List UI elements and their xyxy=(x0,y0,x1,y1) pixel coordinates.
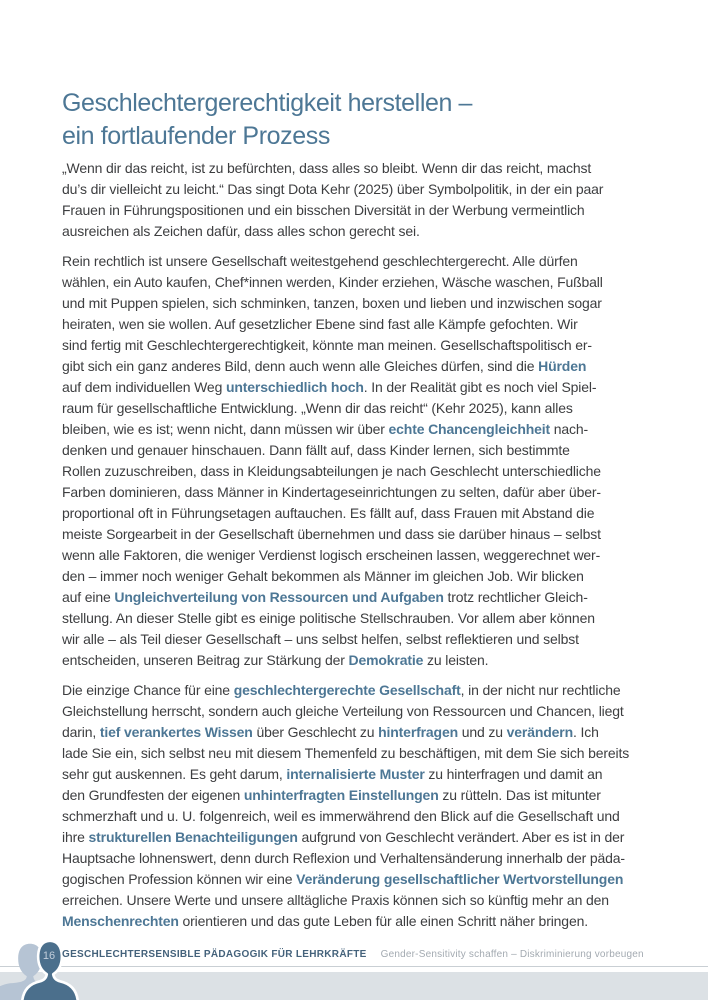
text-run: schmerzhaft und u. U. folgenreich, weil es immerwährend den Blick auf die Gesellschaft und xyxy=(62,808,620,824)
text-line xyxy=(62,314,662,335)
text-line xyxy=(62,398,662,419)
highlight-run: echte Chancengleichheit xyxy=(388,421,551,437)
text-line xyxy=(62,848,662,869)
text-run: zu hinterfragen und damit an xyxy=(424,766,603,782)
text-line xyxy=(62,461,662,482)
text-run: Rollen zuzuschreiben, dass in Kleidungsabteilungen je nach Geschlecht unterschiedliche xyxy=(62,463,601,479)
text-line xyxy=(62,566,662,587)
text-line xyxy=(62,701,662,722)
text-line xyxy=(62,440,662,461)
text-run: Gleichstellung herrscht, sondern auch gleiche Verteilung von Ressourcen und Chancen, liegt xyxy=(62,703,624,719)
footer-band xyxy=(0,972,708,1000)
text-run: Hauptsache lohnenswert, denn durch Reflexion und Verhaltensänderung innerhalb der päda- xyxy=(62,850,625,866)
text-run: Frauen in Führungspositionen und ein bisschen Diversität in der Werbung vermeintlich xyxy=(62,202,585,218)
text-run: Farben dominieren, dass Männer in Kindertageseinrichtungen zu selten, dafür aber über- xyxy=(62,484,601,500)
text-run: erreichen. Unsere Werte und unsere alltägliche Praxis können sich so künftig mehr an den xyxy=(62,892,609,908)
text-line xyxy=(62,743,662,764)
text-run: Die einzige Chance für eine xyxy=(62,682,234,698)
text-run: raum für gesellschaftliche Entwicklung. „Wenn dir das reicht“ (Kehr 2025), kann alles xyxy=(62,400,573,416)
text-line xyxy=(62,221,662,242)
highlight-run: Hürden xyxy=(538,358,587,374)
text-line xyxy=(62,806,662,827)
highlight-run: Menschenrechten xyxy=(62,913,179,929)
text-line xyxy=(62,158,662,179)
highlight-run: geschlechtergerechte Gesellschaft xyxy=(233,682,461,698)
paragraph xyxy=(62,251,662,671)
text-run: den Grundfesten der eigenen xyxy=(62,787,244,803)
text-run: den – immer noch weniger Gehalt bekommen als Männer im gleichen Job. Wir blicken xyxy=(62,568,584,584)
text-run: gibt sich ein ganz anderes Bild, denn auch wenn alle Gleiches dürfen, sind die xyxy=(62,358,539,374)
text-run: meiste Sorgearbeit in der Gesellschaft übernehmen und dass sie darüber hinaus – selbst xyxy=(62,526,601,542)
text-run: du’s dir vielleicht zu leicht.“ Das singt Dota Kehr (2025) über Symbolpolitik, in der ein paar xyxy=(62,181,604,197)
text-line xyxy=(62,764,662,785)
text-line xyxy=(62,722,662,743)
footer-divider xyxy=(0,966,708,967)
footer-series-title: GESCHLECHTERSENSIBLE PÄDAGOGIK FÜR LEHRKRÄFTE xyxy=(62,949,367,960)
paragraph xyxy=(62,158,662,242)
highlight-run: hinterfragen xyxy=(378,724,459,740)
paragraph xyxy=(62,680,662,932)
highlight-run: Demokratie xyxy=(348,652,424,668)
text-run: auf dem individuellen Weg xyxy=(62,379,226,395)
text-run: nach- xyxy=(550,421,589,437)
text-line xyxy=(62,293,662,314)
page-title-line-1: Geschlechtergerechtigkeit herstellen – xyxy=(62,88,473,117)
text-run: wenn alle Faktoren, die weniger Verdienst logisch erscheinen lassen, weggerechnet wer- xyxy=(62,547,601,563)
text-line xyxy=(62,650,662,671)
text-line xyxy=(62,785,662,806)
highlight-run: unhinterfragten Einstellungen xyxy=(243,787,439,803)
text-line xyxy=(62,524,662,545)
text-run: lade Sie ein, sich selbst neu mit diesem Themenfeld zu beschäftigen, mit dem Sie sich bereits xyxy=(62,745,630,761)
text-run: zu rütteln. Das ist mitunter xyxy=(438,787,601,803)
text-line xyxy=(62,680,662,701)
text-line xyxy=(62,419,662,440)
text-line xyxy=(62,911,662,932)
text-run: proportional oft in Führungsetagen auftauchen. Es fällt auf, dass Frauen mit Abstand die xyxy=(62,505,595,521)
text-run: entscheiden, unseren Beitrag zur Stärkung der xyxy=(62,652,349,668)
text-run: stellung. An dieser Stelle gibt es einige politische Stellschrauben. Vor allem aber können xyxy=(62,610,595,626)
text-run: und zu xyxy=(458,724,507,740)
body-text xyxy=(62,158,662,941)
highlight-run: verändern xyxy=(506,724,573,740)
text-run: wählen, ein Auto kaufen, Chef*innen werden, Kinder erziehen, Wäsche waschen, Fußball xyxy=(62,274,603,290)
text-run: orientieren und das gute Leben für alle einen Schritt näher bringen. xyxy=(178,913,588,929)
text-line xyxy=(62,179,662,200)
page-title-line-2: ein fortlaufender Prozess xyxy=(62,121,330,150)
text-run: und mit Puppen spielen, sich schminken, tanzen, boxen und lieben und inzwischen sogar xyxy=(62,295,602,311)
text-line xyxy=(62,629,662,650)
text-run: bleiben, wie es ist; wenn nicht, dann müssen wir über xyxy=(62,421,389,437)
text-run: sind fertig mit Geschlechtergerechtigkeit, könnte man meinen. Gesellschaftspolitisch er- xyxy=(62,337,592,353)
text-run: , in der nicht nur rechtliche xyxy=(460,682,621,698)
text-line xyxy=(62,200,662,221)
text-line xyxy=(62,608,662,629)
text-run: gogischen Profession können wir eine xyxy=(62,871,297,887)
text-line xyxy=(62,482,662,503)
highlight-run: unterschiedlich hoch xyxy=(225,379,364,395)
text-run: über Geschlecht zu xyxy=(252,724,379,740)
text-line xyxy=(62,335,662,356)
text-run: darin, xyxy=(62,724,100,740)
text-line xyxy=(62,377,662,398)
highlight-run: Ungleichverteilung von Ressourcen und Aufgaben xyxy=(114,589,444,605)
text-run: auf eine xyxy=(62,589,115,605)
text-run: ausreichen als Zeichen dafür, dass alles schon gerecht sei. xyxy=(62,223,420,239)
people-silhouette-icon xyxy=(0,934,92,1000)
text-line xyxy=(62,587,662,608)
text-line xyxy=(62,869,662,890)
text-line xyxy=(62,827,662,848)
text-run: trotz rechtlicher Gleich- xyxy=(443,589,588,605)
text-run: ihre xyxy=(62,829,89,845)
highlight-run: internalisierte Muster xyxy=(286,766,425,782)
text-run: denken und genauer hinschauen. Dann fällt auf, dass Kinder lernen, sich bestimmte xyxy=(62,442,570,458)
text-run: zu leisten. xyxy=(423,652,489,668)
text-run: Rein rechtlich ist unsere Gesellschaft weitestgehend geschlechtergerecht. Alle dürfen xyxy=(62,253,578,269)
text-run: . Ich xyxy=(573,724,599,740)
text-line xyxy=(62,503,662,524)
highlight-run: strukturellen Benachteiligungen xyxy=(88,829,298,845)
text-line xyxy=(62,251,662,272)
text-line xyxy=(62,356,662,377)
text-run: „Wenn dir das reicht, ist zu befürchten, dass alles so bleibt. Wenn dir das reicht, machst xyxy=(62,160,592,176)
text-run: . In der Realität gibt es noch viel Spiel- xyxy=(363,379,597,395)
text-line xyxy=(62,545,662,566)
footer-chapter-title: Gender-Sensitivity schaffen – Diskriminierung vorbeugen xyxy=(380,949,644,960)
footer xyxy=(62,949,644,960)
page-title xyxy=(62,87,472,153)
highlight-run: tief verankertes Wissen xyxy=(99,724,253,740)
text-run: aufgrund von Geschlecht verändert. Aber es ist in der xyxy=(297,829,625,845)
text-line xyxy=(62,272,662,293)
page-number: 16 xyxy=(42,950,56,962)
text-run: sehr gut auskennen. Es geht darum, xyxy=(62,766,287,782)
text-line xyxy=(62,890,662,911)
text-run: heiraten, wen sie wollen. Auf gesetzlicher Ebene sind fast alle Kämpfe gefochten. Wir xyxy=(62,316,578,332)
highlight-run: Veränderung gesellschaftlicher Wertvorstellungen xyxy=(296,871,624,887)
text-run: wir alle – als Teil dieser Gesellschaft – uns selbst helfen, selbst reflektieren und selbst xyxy=(62,631,579,647)
